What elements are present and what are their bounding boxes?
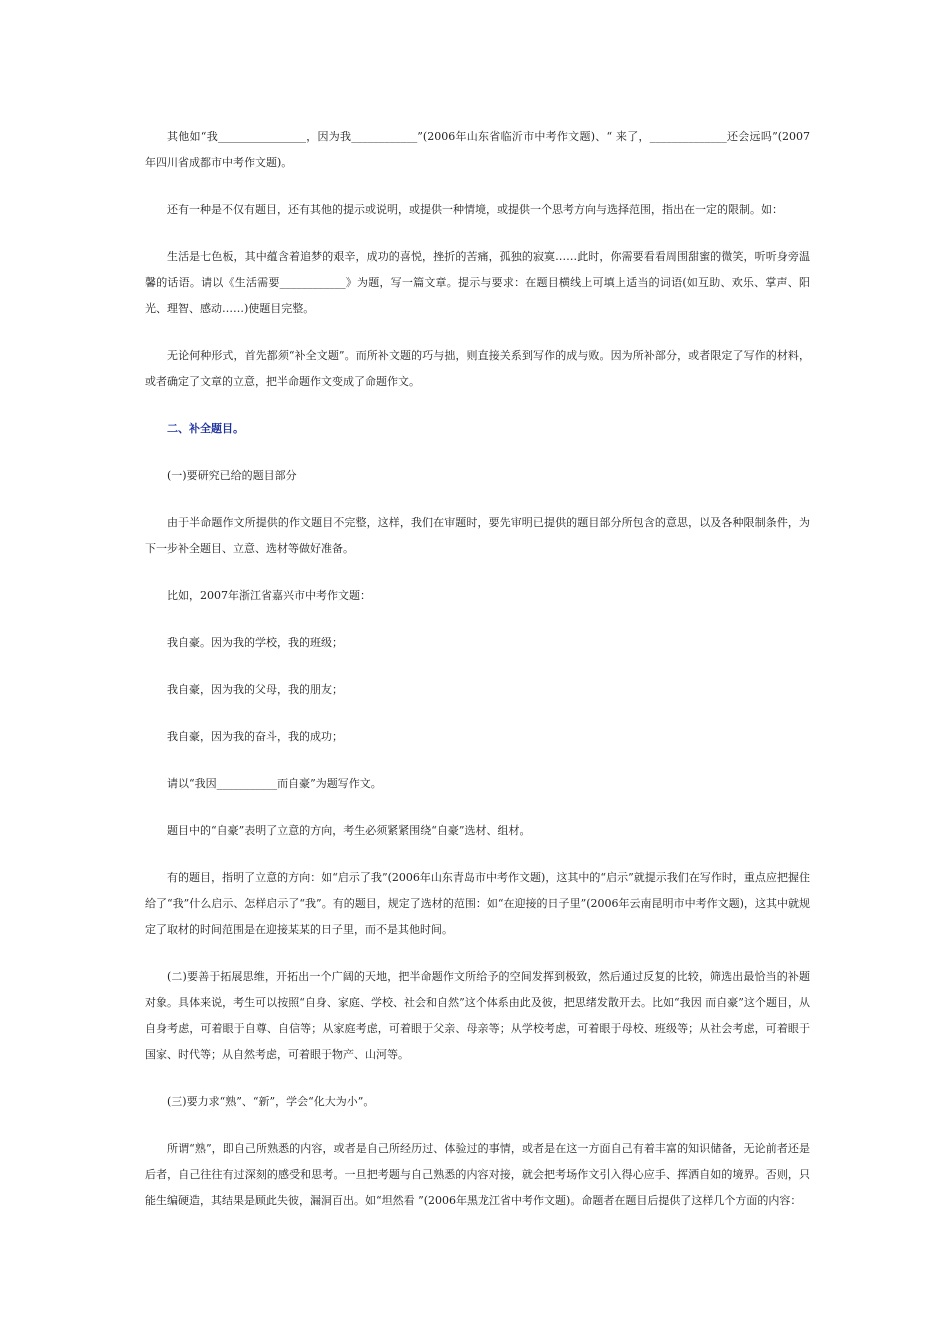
paragraph-life-prompt: 生活是七色板，其中蕴含着追梦的艰辛，成功的喜悦，挫折的苦痛，孤独的寂寞……此时，你需要看看周围甜蜜的微笑，听听身旁温馨的话语。请以《生活需要____________》为题，写一篇文章。提示与要求：在题目横线上可填上适当的词语(如互助、欢乐、掌声、阳光、理智、感动……)使题目完整。 xyxy=(145,250,810,315)
paragraph-pride-direction: 题目中的“自豪”表明了立意的方向，考生必须紧紧围绕“自豪”选材、组材。 xyxy=(167,824,531,837)
paragraph-complete-title: 无论何种形式，首先都须“补全文题”。而所补文题的巧与拙，则直接关系到写作的成与败。因为所补部分，或者限定了写作的材料，或者确定了文章的立意，把半命题作文变成了命题作文。 xyxy=(145,349,810,388)
section-heading: 二、补全题目。 xyxy=(167,422,244,435)
paragraph-incomplete-title: 由于半命题作文所提供的作文题目不完整，这样，我们在审题时，要先审明已提供的题目部分所包含的意思，以及各种限制条件，为下一步补全题目、立意、选材等做好准备。 xyxy=(145,516,810,555)
example-line-struggle: 我自豪，因为我的奋斗，我的成功； xyxy=(167,730,343,743)
example-line-parents: 我自豪，因为我的父母，我的朋友； xyxy=(167,683,343,696)
paragraph-familiar: 所谓“熟”，即自己所熟悉的内容，或者是自己所经历过、体验过的事情，或者是在这一方面自己有着丰富的知识储备，无论前者还是后者，自己往往有过深刻的感受和思考。一旦把考题与自己熟悉的内容对接，就会把考场作文引入得心应手、挥洒自如的境界。否则，只能生编硬造，其结果是顾此失彼，漏洞百出。如“坦然看 ”(2006年黑龙江省中考作文题)。命题者在题目后提供了这样几个方面的内容： xyxy=(145,1142,810,1207)
example-line-school: 我自豪。因为我的学校，我的班级； xyxy=(167,636,343,649)
paragraph-example-intro: 比如，2007年浙江省嘉兴市中考作文题： xyxy=(167,589,371,602)
paragraph-other-type: 还有一种是不仅有题目，还有其他的提示或说明，或提供一种情境，或提供一个思考方向与选择范围，指出在一定的限制。如： xyxy=(167,203,783,216)
example-line-prompt: 请以“我因___________而自豪”为题写作文。 xyxy=(167,777,382,790)
paragraph-expand-thinking: (二)要善于拓展思维，开拓出一个广阔的天地，把半命题作文所给予的空间发挥到极致，然后通过反复的比较，筛选出最恰当的补题对象。具体来说，考生可以按照“自身、家庭、学校、社会和自然”这个体系由此及彼，把思绪发散开去。比如“我因 而自豪”这个题目，从自身考虑，可着眼于自尊、自信等；从家庭考虑，可着眼于父亲、母亲等；从学校考虑，可着眼于母校、班级等；从社会考虑，可着眼于国家、时代等；从自然考虑，可着眼于物产、山河等。 xyxy=(145,970,810,1061)
paragraph-examples: 其他如“我________________，因为我____________”(2006年山东省临沂市中考作文题)、“ 来了，______________还会远吗”(2007年四川省成都市中考作文题)。 xyxy=(145,130,810,169)
paragraph-direction-examples: 有的题目，指明了立意的方向：如“启示了我”(2006年山东青岛市中考作文题)，这其中的“启示”就提示我们在写作时，重点应把握住给了“我”什么启示、怎样启示了“我”。有的题目，规定了选材的范围：如“在迎接的日子里”(2006年云南昆明市中考作文题)，这其中就规定了取材的时间范围是在迎接某某的日子里，而不是其他时间。 xyxy=(145,871,810,936)
document-body xyxy=(145,124,810,1214)
subheading-study-given: (一)要研究已给的题目部分 xyxy=(167,469,297,482)
subheading-familiar-new: (三)要力求“熟”、“新”，学会“化大为小”。 xyxy=(167,1095,375,1108)
